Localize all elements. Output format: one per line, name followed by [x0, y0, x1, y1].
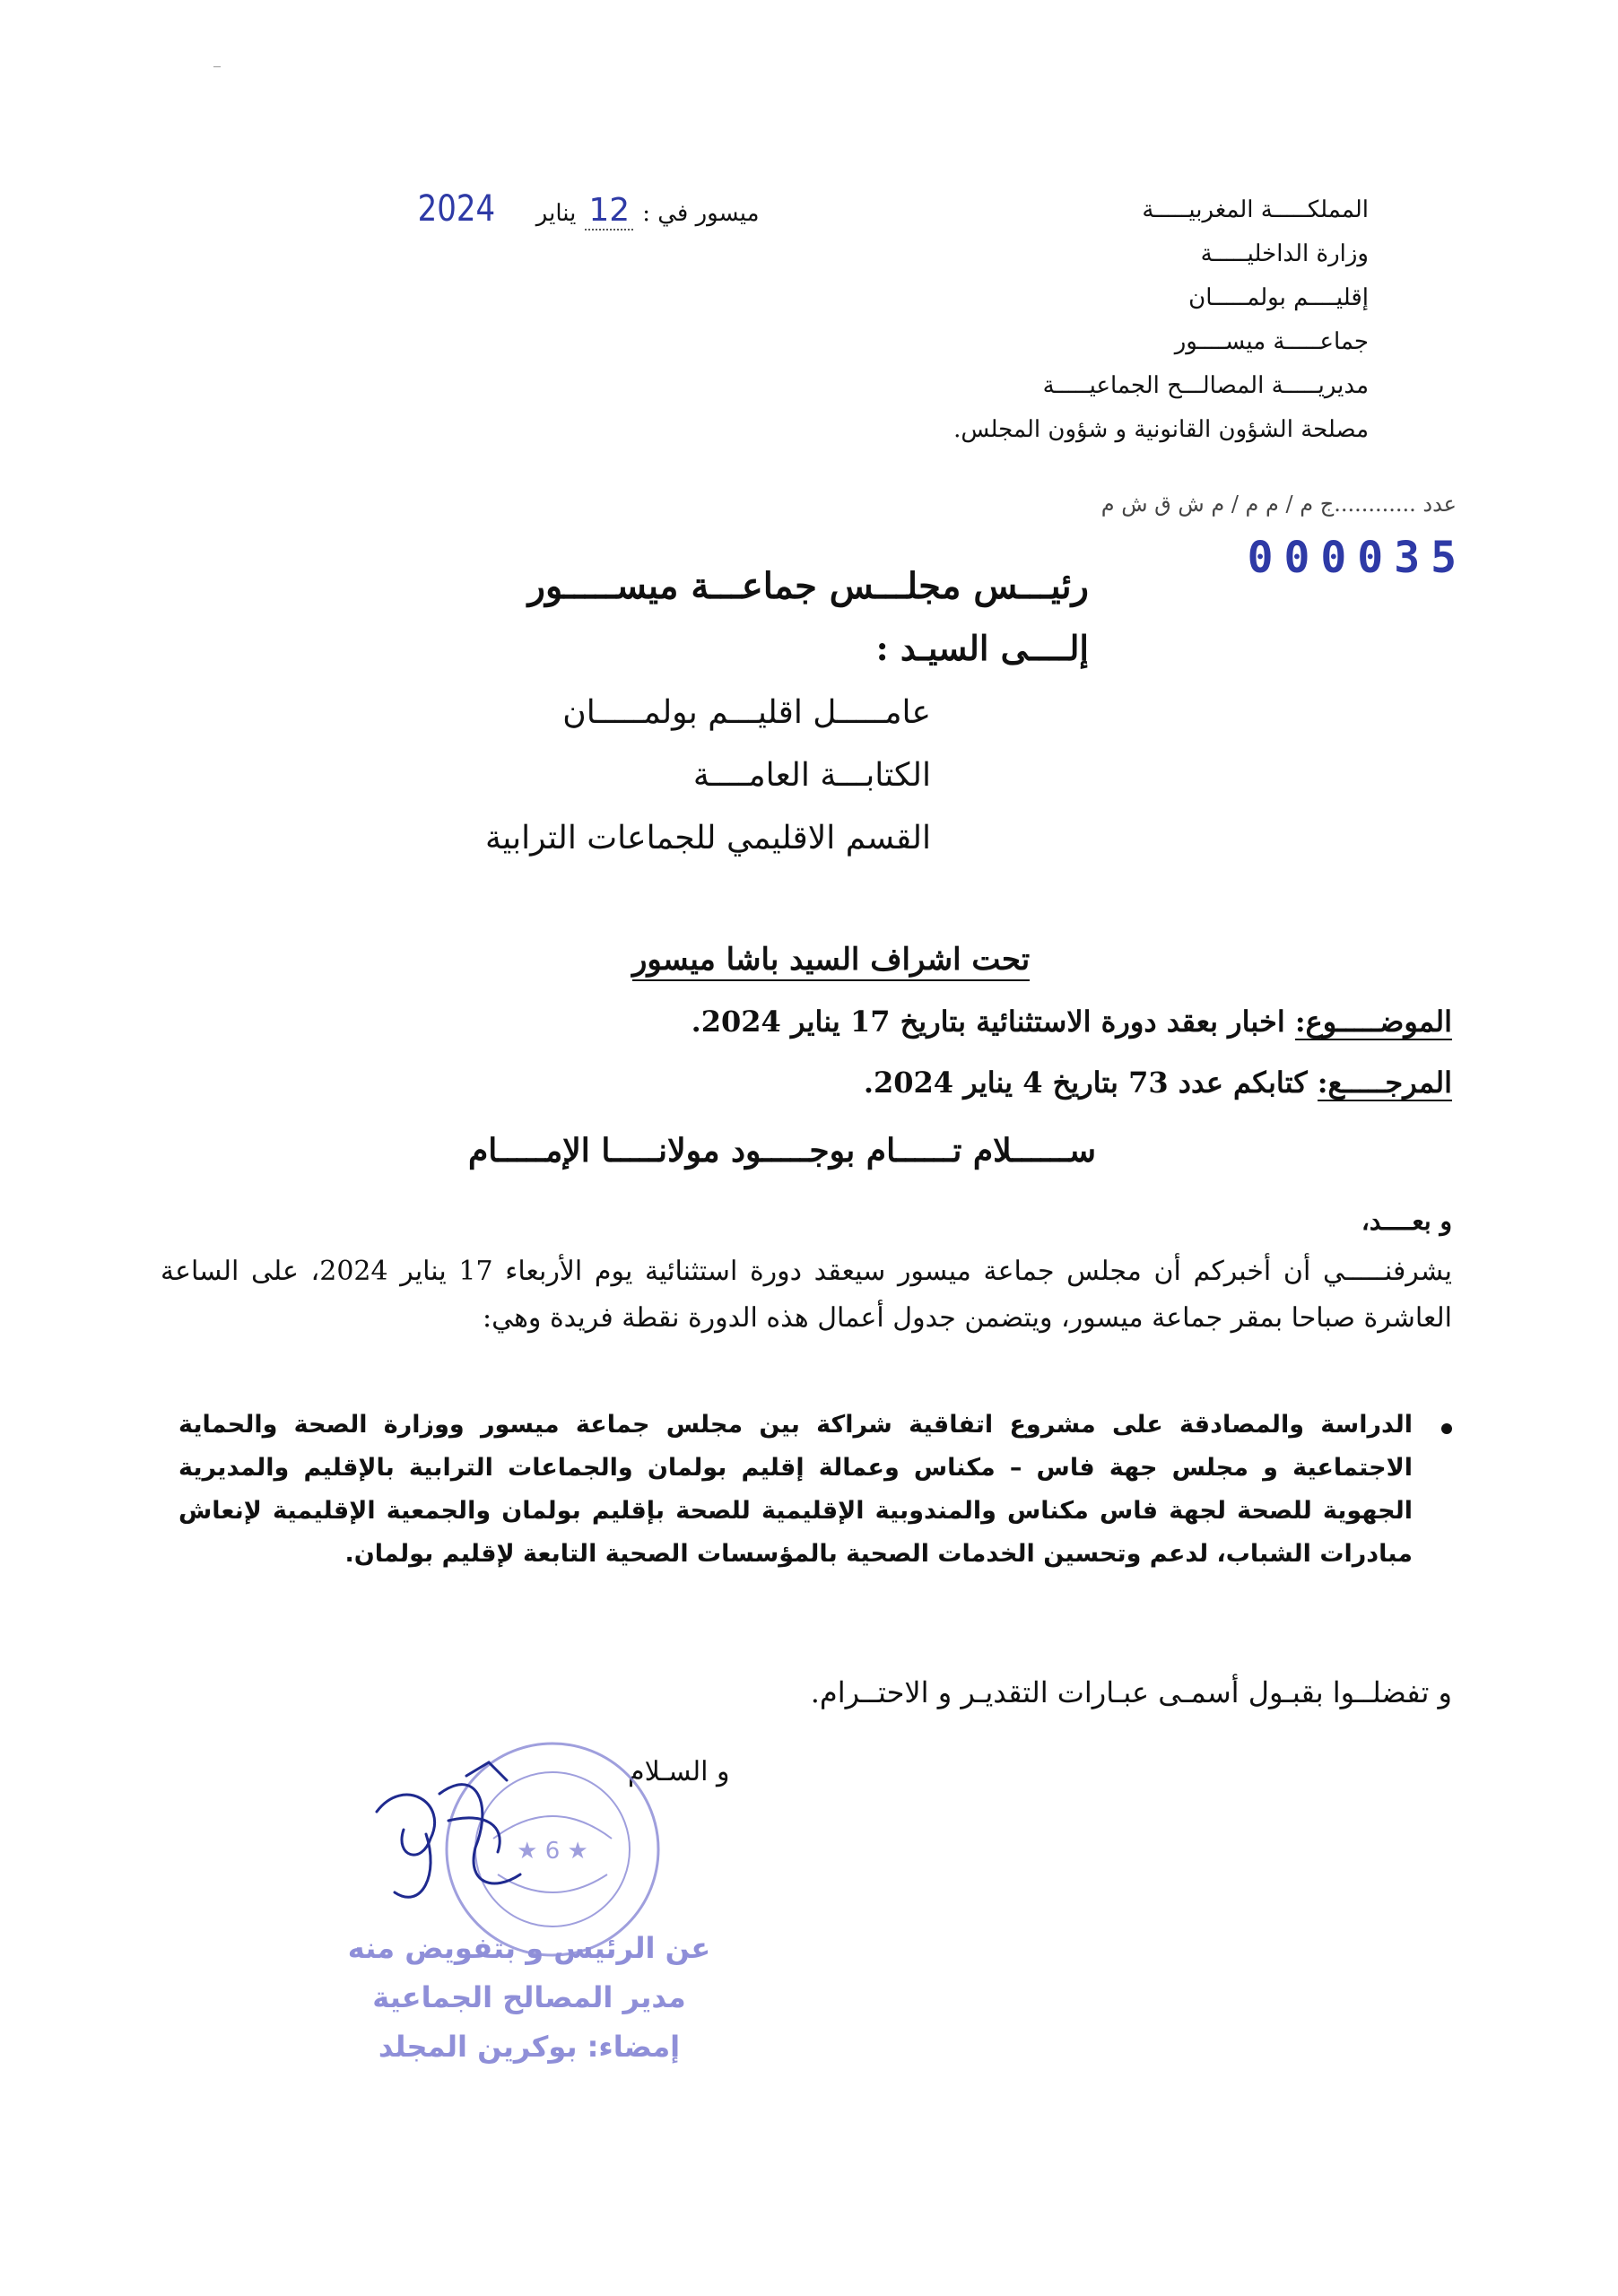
service-line: مصلحة الشؤون القانونية و شؤون المجلس. — [953, 416, 1369, 443]
date-day: 12 — [588, 192, 631, 229]
reference-line — [864, 1065, 1452, 1100]
scan-mark — [213, 66, 221, 73]
supervision-line: تحت اشراف السيد باشا ميسور — [632, 942, 1030, 981]
province-line: إقليــــم بولمـــــان — [1188, 284, 1369, 311]
subject-line — [692, 1004, 1452, 1039]
date-year: 2024 — [417, 188, 496, 230]
body-paragraph: يشرفنـــــي أن أخبركم أن مجلس جماعة ميسور سيعقد دورة استثنائية يوم الأربعاء 17 يناير 2024، على الساعة العاشرة صباحا بمقر جماعة ميسور، ويتضمن جدول أعمال هذه الدورة نقطة فريدة وهي: — [161, 1256, 1452, 1334]
after-greeting: و بعــــد، — [1361, 1206, 1452, 1236]
ministry-line: وزارة الداخليـــــة — [1200, 240, 1369, 267]
sender-title: رئيـــس مجلـــس جماعـــة ميســـــور — [527, 565, 1089, 607]
agenda-item-text: الدراسة والمصادقة على مشروع اتفاقية شراكة بين مجلس جماعة ميسور ووزارة الصحة والحماية الاجتماعية و مجلس جهة فاس – مكناس وعمالة إقليم بولمان والجماعات الترابية بالإقليم والمديرية الجهوية للصحة لجهة فاس مكناس والمندوبية الإقليمية للصحة بإقليم بولمان والجمعية الإقليمية لإنعاش مبادرات الشباب، لدعم وتحسين الخدمات الصحية بالمؤسسات الصحية التابعة لإقليم بولمان. — [178, 1411, 1413, 1568]
commune-line: جماعـــــة ميســــور — [1174, 328, 1369, 355]
registration-number-stamp: 000035 — [1247, 533, 1467, 583]
reference-label: المرجـــــع: — [1317, 1065, 1452, 1100]
signature-line-2: مدير المصالح الجماعية — [372, 1980, 686, 2014]
signature-line-1: عن الرئيس و بتفويض منه — [347, 1931, 711, 1965]
greeting-line: ســــــلام تــــــام بوجـــــود مولانـــــا الإمـــــام — [468, 1132, 1097, 1170]
closing-line: و تفضلــوا بقبـول أسمـى عبـارات التقديـر و الاحتــرام. — [810, 1675, 1452, 1709]
date-prefix: ميسور في : — [642, 200, 760, 227]
bullet-icon — [1441, 1423, 1452, 1434]
to-label: إلــــى السيـد : — [875, 628, 1089, 668]
directorate-line: مديريـــــة المصالـــح الجماعيـــــة — [1042, 372, 1369, 399]
administrative-header — [953, 188, 1369, 452]
kingdom-line: المملكـــــة المغربيـــــة — [1142, 196, 1369, 223]
recipient-item: عامـــــل اقليـــم بولمـــــان — [562, 694, 931, 731]
recipients-list — [485, 682, 931, 870]
reference-number-line: عدد ............ج م / م م / م ش ق ش م — [1100, 491, 1457, 517]
date-day-field — [585, 192, 633, 230]
recipient-item: الكتابـــة العامــــة — [692, 757, 931, 794]
reference-text: كتابكم عدد 73 بتاريخ 4 يناير 2024. — [863, 1065, 1318, 1100]
svg-text:★ 6 ★: ★ 6 ★ — [517, 1838, 588, 1865]
salutation-line: و السـلام — [628, 1756, 730, 1787]
agenda-item — [178, 1404, 1452, 1576]
date-month: يناير — [535, 200, 577, 227]
subject-label: الموضـــــوع: — [1294, 1004, 1452, 1039]
subject-text: اخبار بعقد دورة الاستثنائية بتاريخ 17 يناير 2024. — [691, 1004, 1295, 1039]
date-line — [411, 188, 760, 230]
signature-line-3: إمضاء: بوكرين المجلد — [378, 2030, 681, 2064]
signature-block — [341, 1924, 718, 2072]
recipient-item: القسم الاقليمي للجماعات الترابية — [484, 820, 931, 857]
